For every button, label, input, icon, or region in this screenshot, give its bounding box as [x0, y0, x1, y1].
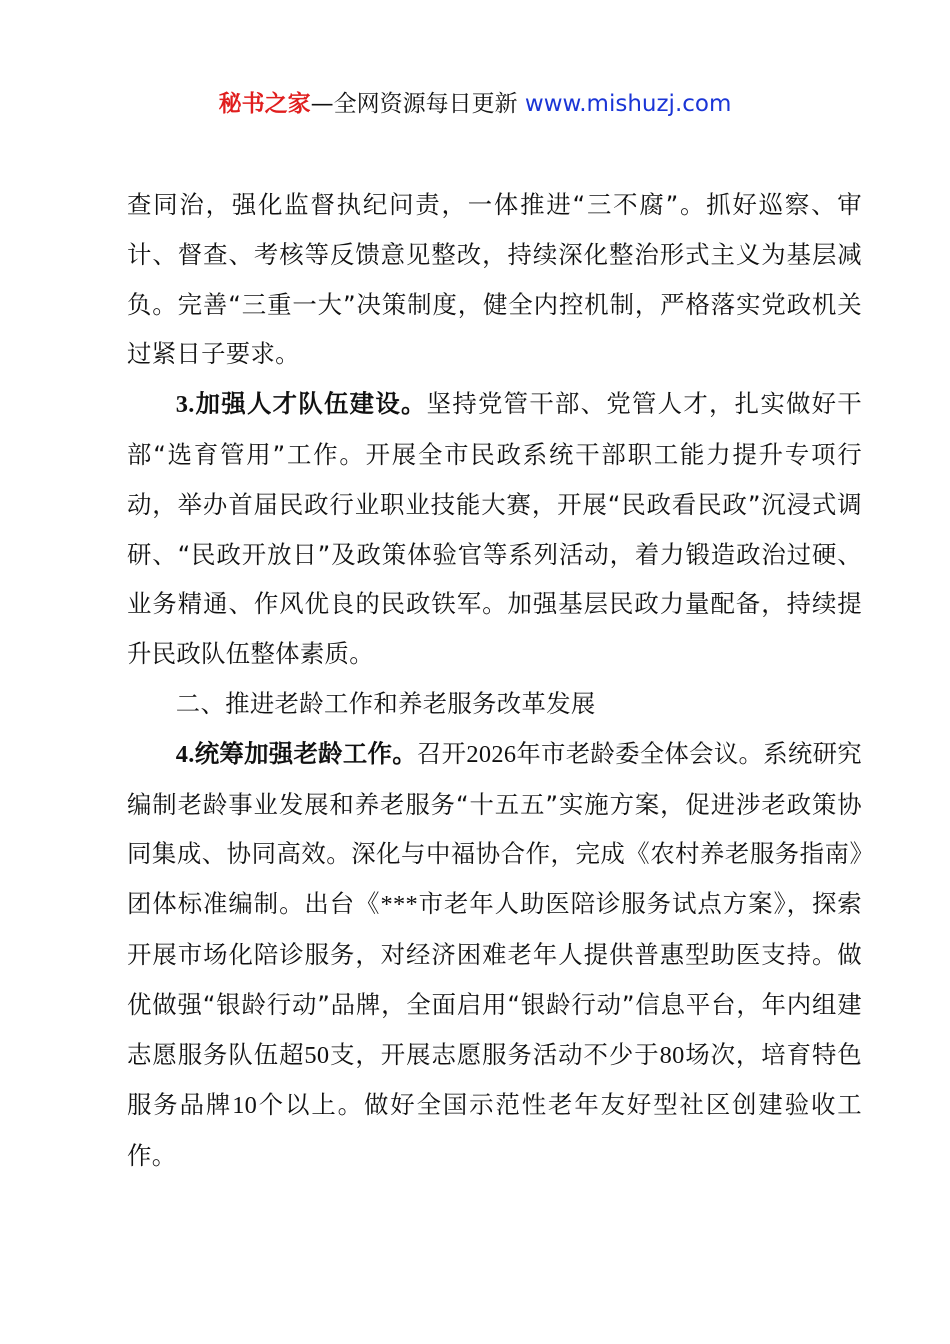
header-tagline: —全网资源每日更新	[310, 91, 518, 117]
paragraph-continuation: 查同治，强化监督执纪问责，一体推进“三不腐”。抓好巡察、审计、督查、考核等反馈意见整改，持续深化整治形式主义为基层减负。完善“三重一大”决策制度，健全内控机制，严格落实党政机关过紧日子要求。	[127, 190, 862, 369]
document-body	[127, 180, 862, 1181]
paragraph-item-3	[127, 379, 862, 679]
item-4-count-50: 50	[304, 1041, 330, 1069]
item-4-text-c: 市老年人助医陪诊服务试点方案》，探索开展市场化陪诊服务，对经济困难老年人提供普惠型助医支持。做优做强“银龄行动”品牌，全面启用“银龄行动”信息平台，年内组建志愿服务队伍超	[127, 889, 862, 1069]
section-2-heading: 二、推进老龄工作和养老服务改革发展	[175, 688, 596, 718]
item-4-text-e: 场次，培育特色服务品牌	[127, 1039, 862, 1120]
item-4-stars: ***	[380, 891, 418, 919]
item-4-count-80: 80	[659, 1041, 685, 1069]
item-4-year: 2026	[466, 740, 517, 768]
item-4-number: 4.	[175, 740, 195, 768]
item-4-text-f: 个以上。做好全国示范性老年友好型社区创建验收工作。	[127, 1090, 862, 1171]
item-4-title: 统筹加强老龄工作。	[194, 738, 417, 768]
site-name: 秘书之家	[218, 91, 311, 117]
item-4-count-10: 10	[232, 1092, 258, 1120]
item-3-number: 3.	[175, 391, 195, 419]
item-4-text-d: 支，开展志愿服务活动不少于	[329, 1039, 660, 1069]
site-url-link[interactable]: www.mishuzj.com	[524, 91, 732, 117]
paragraph-item-4	[127, 729, 862, 1181]
page-header	[0, 84, 950, 124]
item-3-text: 坚持党管干部、党管人才，扎实做好干部“选育管用”工作。开展全市民政系统干部职工能力提升专项行动，举办首届民政行业职业技能大赛，开展“民政看民政”沉浸式调研、“民政开放日”及政策体验官等系列活动，着力锻造政治过硬、业务精通、作风优良的民政铁军。加强基层民政力量配备，持续提升民政队伍整体素质。	[127, 389, 863, 669]
item-4-text-a: 召开	[416, 738, 467, 768]
item-3-title: 加强人才队伍建设。	[194, 389, 427, 419]
item-4-text-b: 年市老龄委全体会议。系统研究编制老龄事业发展和养老服务“十五五”实施方案，促进涉老政策协同集成、协同高效。深化与中福协合作，完成《农村养老服务指南》团体标准编制。出台《	[127, 738, 862, 919]
